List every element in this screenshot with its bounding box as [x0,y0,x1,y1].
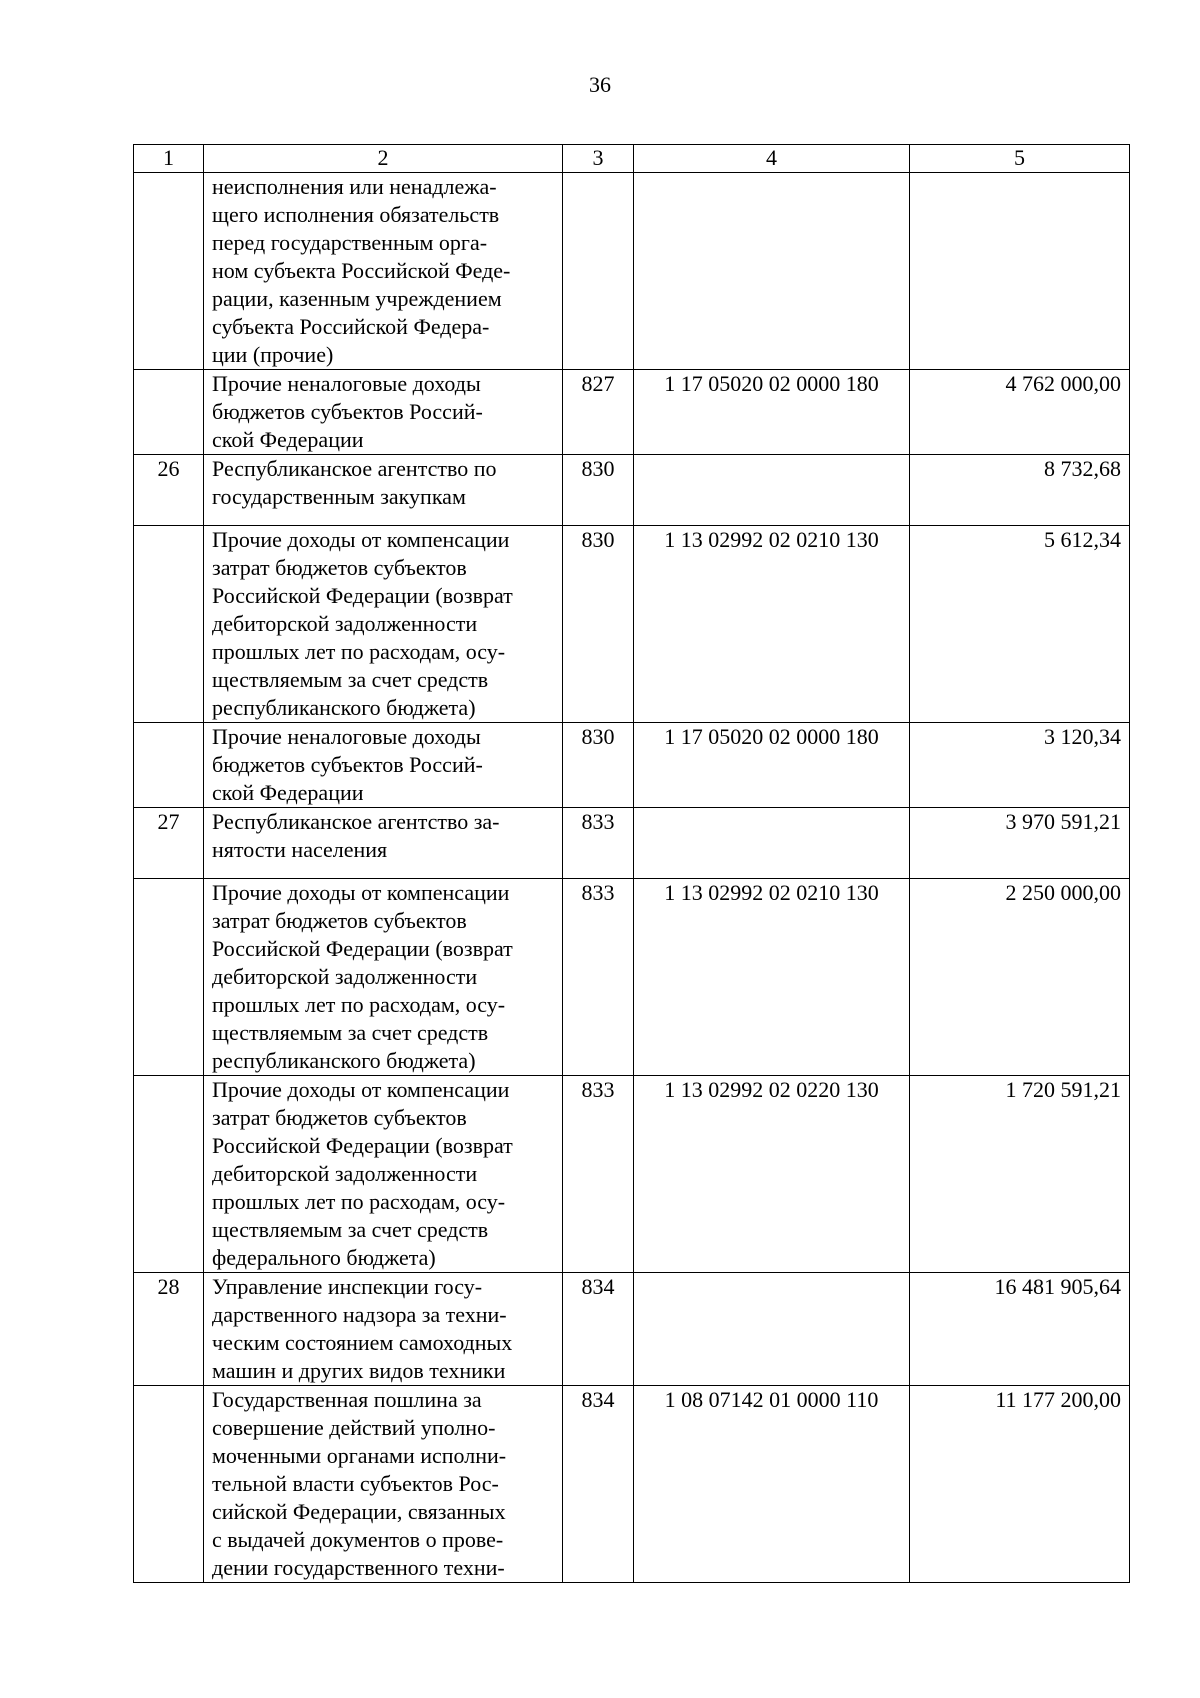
row-amount: 8 732,68 [910,455,1130,526]
row-amount: 3 970 591,21 [910,808,1130,879]
row-description: Прочие неналоговые доходы бюджетов субъектов Россий- ской Федерации [204,723,563,808]
row-description: Прочие доходы от компенсации затрат бюджетов субъектов Российской Федерации (возврат дебиторской задолженности прошлых лет по расходам, осу- ществляемым за счет средств республиканского бюджета) [204,526,563,723]
row-budget-code: 1 08 07142 01 0000 110 [634,1386,910,1583]
header-cell-2: 2 [204,145,563,173]
table-header-row [134,145,1130,173]
row-admin-code [563,173,634,370]
row-number [134,879,204,1076]
row-admin-code: 830 [563,723,634,808]
row-description: Государственная пошлина за совершение действий уполно- моченными органами исполни- тельной власти субъектов Рос- сийской Федерации, связанных с выдачей документов о прове- дении государственного техни- [204,1386,563,1583]
row-number [134,1386,204,1583]
row-number: 26 [134,455,204,526]
row-number [134,526,204,723]
row-amount: 1 720 591,21 [910,1076,1130,1273]
row-amount: 3 120,34 [910,723,1130,808]
table-row [134,1076,1130,1273]
row-description: Управление инспекции госу- дарственного надзора за техни- ческим состоянием самоходных машин и других видов техники [204,1273,563,1386]
row-budget-code [634,173,910,370]
page-number: 36 [589,72,611,97]
header-cell-3: 3 [563,145,634,173]
row-number [134,173,204,370]
header-cell-4: 4 [634,145,910,173]
row-admin-code: 830 [563,455,634,526]
row-description: Республиканское агентство по государственным закупкам [204,455,563,526]
row-budget-code: 1 13 02992 02 0210 130 [634,879,910,1076]
table-row [134,455,1130,526]
row-admin-code: 833 [563,1076,634,1273]
row-description: Прочие неналоговые доходы бюджетов субъектов Россий- ской Федерации [204,370,563,455]
row-amount: 2 250 000,00 [910,879,1130,1076]
row-number [134,723,204,808]
row-admin-code: 833 [563,808,634,879]
row-number [134,1076,204,1273]
row-budget-code: 1 13 02992 02 0220 130 [634,1076,910,1273]
table-row [134,1273,1130,1386]
row-amount: 16 481 905,64 [910,1273,1130,1386]
table-row [134,526,1130,723]
row-amount [910,173,1130,370]
row-budget-code: 1 17 05020 02 0000 180 [634,370,910,455]
row-description: Прочие доходы от компенсации затрат бюджетов субъектов Российской Федерации (возврат дебиторской задолженности прошлых лет по расходам, осу- ществляемым за счет средств федерального бюджета) [204,1076,563,1273]
row-number [134,370,204,455]
table-row [134,808,1130,879]
row-admin-code: 830 [563,526,634,723]
header-cell-5: 5 [910,145,1130,173]
table-row [134,370,1130,455]
row-budget-code: 1 17 05020 02 0000 180 [634,723,910,808]
table-row [134,173,1130,370]
table-row [134,723,1130,808]
row-admin-code: 827 [563,370,634,455]
row-number: 27 [134,808,204,879]
table-row [134,879,1130,1076]
budget-table [133,144,1130,1583]
row-number: 28 [134,1273,204,1386]
table-row [134,1386,1130,1583]
row-budget-code [634,1273,910,1386]
row-admin-code: 834 [563,1273,634,1386]
row-admin-code: 833 [563,879,634,1076]
row-admin-code: 834 [563,1386,634,1583]
row-amount: 11 177 200,00 [910,1386,1130,1583]
header-cell-1: 1 [134,145,204,173]
row-description: Республиканское агентство за- нятости населения [204,808,563,879]
row-budget-code [634,808,910,879]
row-description: Прочие доходы от компенсации затрат бюджетов субъектов Российской Федерации (возврат дебиторской задолженности прошлых лет по расходам, осу- ществляемым за счет средств республиканского бюджета) [204,879,563,1076]
row-description: неисполнения или ненадлежа- щего исполнения обязательств перед государственным орга- ном субъекта Российской Феде- рации, казенным учреждением субъекта Российской Федера- ции (прочие) [204,173,563,370]
row-amount: 5 612,34 [910,526,1130,723]
row-budget-code [634,455,910,526]
row-amount: 4 762 000,00 [910,370,1130,455]
row-budget-code: 1 13 02992 02 0210 130 [634,526,910,723]
